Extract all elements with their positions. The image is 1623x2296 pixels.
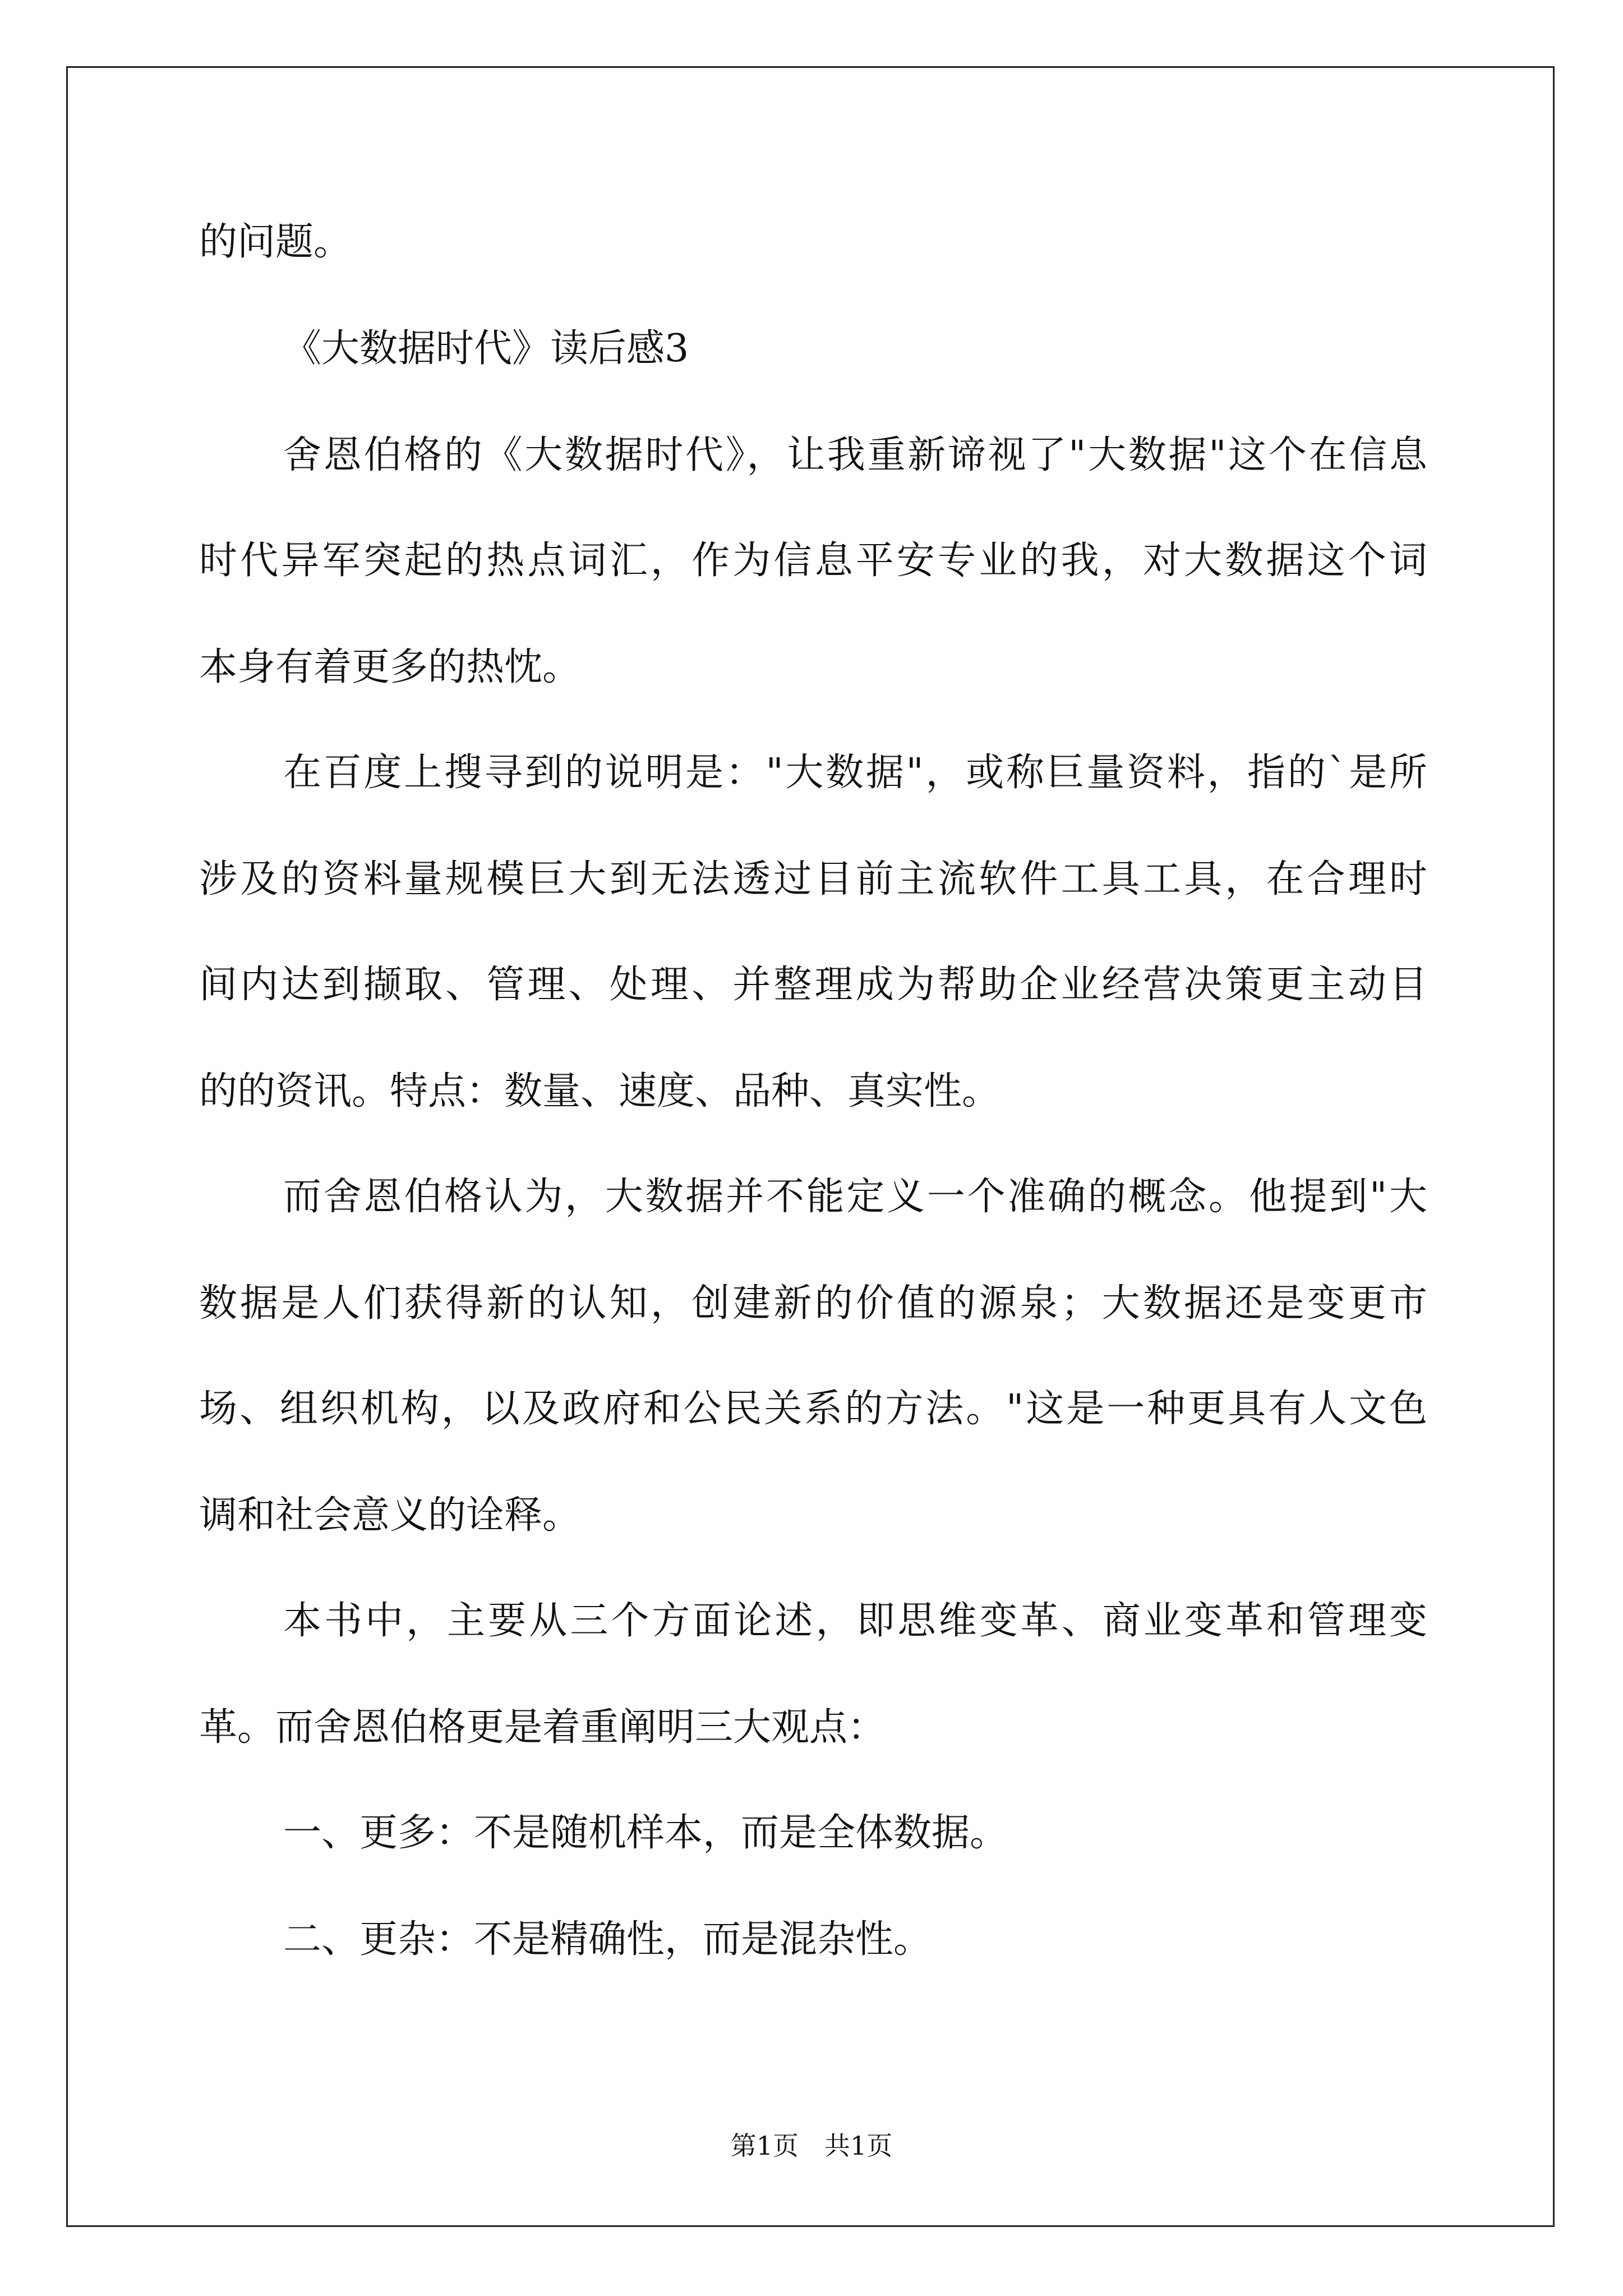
text-line: 时代异军突起的热点词汇，作为信息平安专业的我，对大数据这个词 [199,539,1427,583]
text-line: 的的资讯。特点：数量、速度、品种、真实性。 [199,1069,1000,1114]
text-line: 场、组织机构，以及政府和公民关系的方法。"这是一种更具有人文色 [199,1387,1427,1431]
text-line: 本书中，主要从三个方面论述，即思维变革、商业变革和管理变 [283,1599,1427,1643]
list-item: 一、更多：不是随机样本，而是全体数据。 [283,1811,1008,1855]
text-line: 的问题。 [199,220,352,264]
text-line: 涉及的资料量规模巨大到无法透过目前主流软件工具工具，在合理时 [199,857,1427,901]
text-line: 调和社会意义的诠释。 [199,1493,581,1538]
text-line: 在百度上搜寻到的说明是："大数据"，或称巨量资料，指的`是所 [283,751,1427,795]
text-line: 革。而舍恩伯格更是着重阐明三大观点： [199,1705,886,1750]
text-line: 舍恩伯格的《大数据时代》，让我重新谛视了"大数据"这个在信息 [283,433,1427,477]
text-line: 而舍恩伯格认为，大数据并不能定义一个准确的概念。他提到"大 [283,1175,1427,1219]
page-border [66,66,1555,2227]
text-line: 本身有着更多的热忱。 [199,645,581,689]
text-line: 数据是人们获得新的认知，创建新的价值的源泉；大数据还是变更市 [199,1281,1427,1326]
page-number: 第1页 共1页 [730,2131,893,2161]
section-heading: 《大数据时代》读后感3 [283,326,689,371]
text-line: 间内达到撷取、管理、处理、并整理成为帮助企业经营决策更主动目 [199,963,1427,1007]
list-item: 二、更杂：不是精确性，而是混杂性。 [283,1917,932,1962]
